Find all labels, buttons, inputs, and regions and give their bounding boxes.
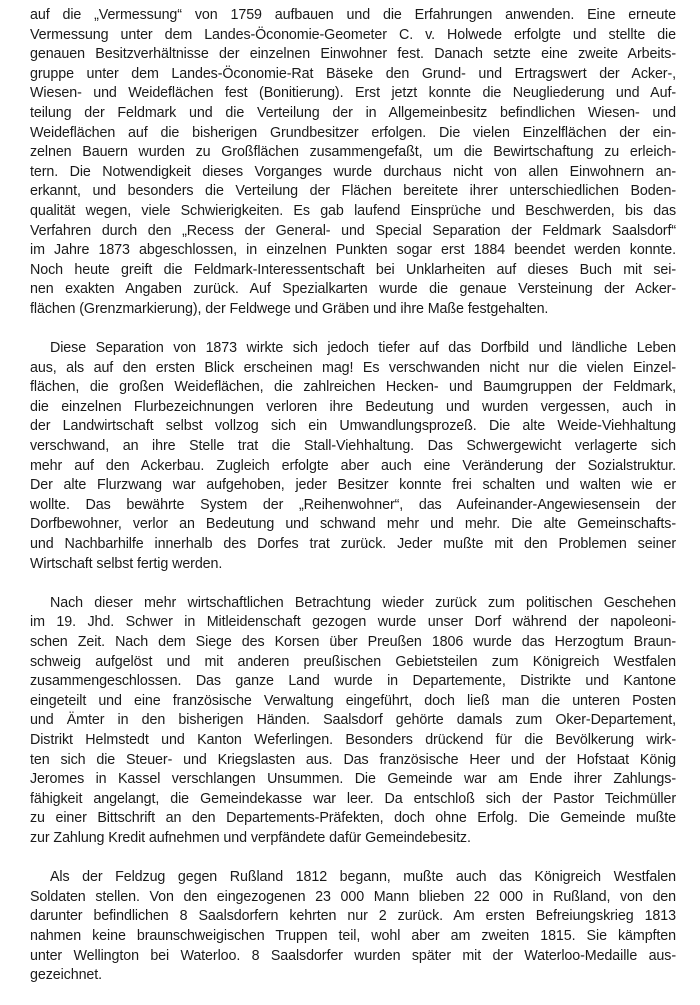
text-line: Noch heute greift die Feldmark-Interessentschaft bei Unklarheiten auf dieses Buch mit sei- — [30, 261, 676, 278]
text-line: tern. Die Notwendigkeit dieses Vorganges wurde durchaus nicht von allen Einwohnern an- — [30, 163, 676, 180]
text-line: erkannt, und besonders die Verteilung der Flächen bereitete ihrer unterschiedlichen Boden- — [30, 183, 676, 200]
text-line: Distrikt Helmstedt und Kanton Weferlingen. Besonders drückend für die Bevölkerung wirk- — [30, 731, 676, 748]
text-line: und Nachbarhilfe innerhalb des Dorfes trat zurück. Jeder mußte mit den Problemen seiner — [30, 536, 676, 553]
text-line: Weideflächen auf die bisherigen Grundbesitzer erfolgen. Die vielen Einzelflächen der ein- — [30, 124, 676, 141]
text-line: gruppe unter dem Landes-Öconomie-Rat Bäseke den Grund- und Ertragswert der Acker-, — [30, 65, 676, 82]
paragraph-russian-campaign — [30, 868, 676, 986]
text-line: schen Zeit. Nach dem Siege des Korsen über Preußen 1806 wurde das Herzogtum Braun- — [30, 634, 676, 650]
text-line: und Ämter in den bisherigen Händen. Saalsdorf gehörte damals zum Oker-Departement, — [30, 712, 676, 729]
text-line: zelnen Bauern wurden zu Großflächen zusammengefaßt, um die Bewirtschaftung zu erleich- — [30, 144, 676, 161]
text-line: nen exakten Angaben zurück. Auf Spezialkarten wurde die genaue Versteinung der Acker- — [30, 281, 676, 298]
text-line: Dorfbewohner, verlor an Bedeutung und schwand mehr und mehr. Die alte Gemeinschafts- — [30, 516, 676, 533]
text-line: Der alte Flurzwang war aufgehoben, jeder Besitzer konnte frei schalten und walten wie er — [30, 477, 676, 494]
text-line: Wiesen- und Weideflächen fest (Bonitierung). Erst jetzt konnte die Neugliederung und Auf- — [30, 85, 676, 102]
text-line: im 19. Jhd. Schwer in Mitleidenschaft gezogen wurde unser Dorf während der napoleoni- — [30, 614, 676, 631]
text-line: genauen Besitzverhältnisse der einzelnen Einwohner fest. Danach setzte eine zweite Arbeits- — [30, 46, 676, 63]
text-line: Nach dieser mehr wirtschaftlichen Betrachtung wieder zurück zum politischen Geschehen — [50, 594, 676, 611]
document-page — [30, 6, 676, 1005]
text-line: fähigkeit angelangt, die Gemeindekasse war leer. Da entschloß sich der Pastor Teichmüller — [30, 790, 676, 807]
text-line: zu einer Bittschrift an den Departements-Präfekten, doch ohne Erfolg. Die Gemeinde mußte — [30, 810, 676, 827]
text-line: die einzelnen Flurbezeichnungen verloren ihre Bedeutung und wurden vergessen, auch in — [30, 398, 676, 415]
text-line: zusammengeschlossen. Das ganze Land wurde in Departemente, Distrikte und Kantone — [30, 673, 676, 690]
text-line: qualität wegen, viele Schwierigkeiten. Es gab laufend Einsprüche und Beschwerden, bis das — [30, 202, 676, 219]
text-line: Als der Feldzug gegen Rußland 1812 begann, mußte auch das Königreich Westfalen — [50, 869, 676, 886]
text-line: Verfahren durch den „Recess der General- und Special Separation der Feldmark Saalsdorf“ — [30, 222, 676, 239]
text-line: Vermessung unter dem Landes-Öconomie-Geometer C. v. Holwede erfolgte und stellte die — [30, 26, 676, 43]
text-line: unter Wellington bei Waterloo. 8 Saalsdorfer wurden später mit der Waterloo-Medaille aus- — [30, 947, 676, 964]
text-line: Jeromes in Kassel verschlangen Unsummen. Die Gemeinde war am Ende ihrer Zahlungs- — [30, 771, 676, 788]
text-line: zur Zahlung Kredit aufnehmen und verpfändete dafür Gemeindebesitz. — [30, 829, 471, 846]
text-line: auf die „Vermessung“ von 1759 aufbauen und die Erfahrungen anwenden. Eine erneute — [30, 7, 676, 23]
paragraph-separation-procedure — [30, 6, 676, 320]
text-line: im Jahre 1873 abgeschlossen, in einzelnen Punkten sogar erst 1884 beendet werden konnte. — [30, 242, 676, 259]
text-line: der Landwirtschaft selbst vollzog sich ein Umwandlungsprozeß. Die alte Weide-Viehhaltung — [30, 418, 676, 435]
text-line: eingeteilt und eine französische Verwaltung eingeführt, doch ließ man die unteren Posten — [30, 692, 676, 709]
text-line: aus, als auf den ersten Blick erscheinen mag! Es verschwanden nicht nur die vielen Einzel- — [30, 359, 676, 376]
text-line: Diese Separation von 1873 wirkte sich jedoch tiefer auf das Dorfbild und ländliche Leben — [50, 340, 676, 357]
text-line: nahmen keine braunschweigischen Truppen teil, wohl aber am zweiten 1815. Sie kämpften — [30, 927, 676, 944]
text-line: teilung der Feldmark und die Verteilung der in Allgemeinbesitz befindlichen Wiesen- und — [30, 104, 676, 121]
text-line: Soldaten stellen. Von den eingezogenen 23 000 Mann blieben 22 000 in Rußland, von den — [30, 888, 676, 905]
text-line: gezeichnet. — [30, 967, 103, 984]
paragraph-social-change — [30, 339, 676, 574]
text-line: mehr auf den Ackerbau. Zugleich erfolgte aber auch eine Veränderung der Sozialstruktur. — [30, 457, 676, 474]
text-line: ten sich die Steuer- und Kriegslasten aus. Das französische Heer und der Hofstaat König — [30, 751, 676, 768]
paragraph-napoleonic-era — [30, 594, 676, 849]
text-line: verschwand, an ihre Stelle trat die Stall-Viehhaltung. Das Schwergewicht verlagerte sich — [30, 438, 676, 455]
text-line: Wirtschaft selbst fertig werden. — [30, 555, 223, 572]
text-line: flächen, die großen Weideflächen, die zahlreichen Hecken- und Baumgruppen der Feldmark, — [30, 379, 676, 396]
text-line: flächen (Grenzmarkierung), der Feldwege und Gräben und ihre Maße festgehalten. — [30, 300, 549, 317]
text-line: schweig aufgelöst und mit anderen preußischen Gebietsteilen zum Königreich Westfalen — [30, 653, 676, 670]
text-line: darunter befindlichen 8 Saalsdorfern kehrten nur 2 zurück. Am ersten Befreiungskrieg 1813 — [30, 908, 676, 925]
text-line: wollte. Das bewährte System der „Reihenwohner“, das Aufeinander-Angewiesensein der — [30, 496, 676, 513]
